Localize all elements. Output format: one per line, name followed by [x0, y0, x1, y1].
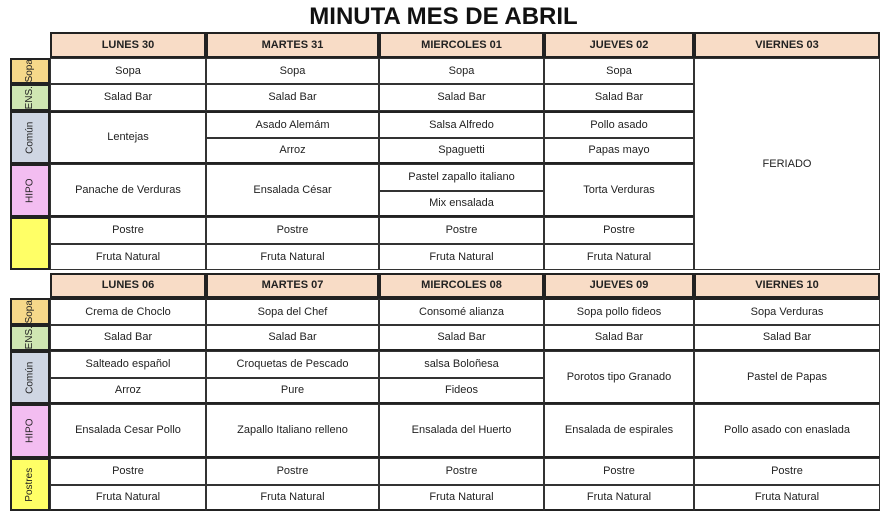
day-header: VIERNES 03 — [694, 32, 880, 58]
menu-cell: Panache de Verduras — [50, 164, 206, 217]
menu-cell: Fruta Natural — [50, 485, 206, 511]
menu-cell: Pastel zapallo italiano — [379, 164, 544, 191]
category-label-comun — [10, 351, 50, 404]
menu-cell: Fruta Natural — [544, 485, 694, 511]
category-label-ens — [10, 84, 50, 111]
menu-cell: Fruta Natural — [379, 485, 544, 511]
label-text: HIPO — [24, 178, 36, 203]
menu-cell: Pollo asado con enaslada — [694, 404, 880, 458]
menu-cell: Sopa pollo fideos — [544, 298, 694, 325]
day-header: JUEVES 09 — [544, 273, 694, 298]
label-text: Común — [24, 121, 36, 154]
day-header: MIERCOLES 08 — [379, 273, 544, 298]
menu-cell: Lentejas — [50, 111, 206, 164]
category-label-hipo — [10, 164, 50, 217]
menu-cell: Papas mayo — [544, 138, 694, 164]
label-text: HIPO — [24, 418, 36, 444]
holiday-cell: FERIADO — [694, 58, 880, 270]
menu-cell: Fruta Natural — [379, 244, 544, 270]
menu-cell: Croquetas de Pescado — [206, 351, 379, 378]
menu-cell: Ensalada de espirales — [544, 404, 694, 458]
day-header: MIERCOLES 01 — [379, 32, 544, 58]
menu-cell: Ensalada Cesar Pollo — [50, 404, 206, 458]
corner-blank — [10, 273, 50, 298]
menu-cell: Postre — [379, 458, 544, 485]
menu-cell: salsa Boloñesa — [379, 351, 544, 378]
week1-table — [10, 32, 880, 270]
week2-table — [10, 273, 880, 511]
menu-cell: Fruta Natural — [694, 485, 880, 511]
menu-cell: Sopa del Chef — [206, 298, 379, 325]
day-header: JUEVES 02 — [544, 32, 694, 58]
menu-cell: Sopa — [379, 58, 544, 84]
menu-cell: Postre — [206, 458, 379, 485]
menu-cell: Postre — [694, 458, 880, 485]
category-label-sopa — [10, 58, 50, 84]
menu-cell: Fideos — [379, 378, 544, 404]
menu-cell: Consomé alianza — [379, 298, 544, 325]
menu-cell: Sopa Verduras — [694, 298, 880, 325]
menu-cell: Pure — [206, 378, 379, 404]
menu-cell: Torta Verduras — [544, 164, 694, 217]
category-label-comun — [10, 111, 50, 164]
label-text: Común — [24, 361, 36, 394]
label-text: ENS. — [24, 85, 36, 110]
page-title: MINUTA MES DE ABRIL — [309, 3, 578, 30]
menu-cell: Mix ensalada — [379, 191, 544, 217]
menu-cell: Postre — [544, 458, 694, 485]
menu-cell: Postre — [544, 217, 694, 244]
menu-cell: Fruta Natural — [50, 244, 206, 270]
day-header: LUNES 06 — [50, 273, 206, 298]
menu-cell: Sopa — [206, 58, 379, 84]
day-header: MARTES 31 — [206, 32, 379, 58]
category-label-ens — [10, 325, 50, 351]
menu-cell: Salad Bar — [50, 325, 206, 351]
menu-cell: Crema de Choclo — [50, 298, 206, 325]
category-label-hipo — [10, 404, 50, 458]
menu-cell: Salad Bar — [206, 325, 379, 351]
category-label-postres — [10, 458, 50, 511]
menu-cell: Sopa — [544, 58, 694, 84]
menu-cell: Porotos tipo Granado — [544, 351, 694, 404]
category-label-postres — [10, 217, 50, 270]
menu-cell: Arroz — [50, 378, 206, 404]
menu-cell: Salsa Alfredo — [379, 111, 544, 138]
menu-cell: Postre — [50, 458, 206, 485]
menu-cell: Salad Bar — [206, 84, 379, 111]
category-label-sopa — [10, 298, 50, 325]
menu-cell: Postre — [379, 217, 544, 244]
menu-cell: Pollo asado — [544, 111, 694, 138]
corner-blank — [10, 32, 50, 58]
label-text: Sopa — [24, 59, 36, 83]
day-header: MARTES 07 — [206, 273, 379, 298]
menu-cell: Arroz — [206, 138, 379, 164]
menu-cell: Asado Alemám — [206, 111, 379, 138]
menu-cell: Fruta Natural — [544, 244, 694, 270]
menu-cell: Salad Bar — [379, 84, 544, 111]
menu-cell: Ensalada del Huerto — [379, 404, 544, 458]
menu-cell: Zapallo Italiano relleno — [206, 404, 379, 458]
menu-cell: Salteado español — [50, 351, 206, 378]
label-text: Sopa — [24, 299, 36, 324]
menu-cell: Pastel de Papas — [694, 351, 880, 404]
menu-cell: Ensalada César — [206, 164, 379, 217]
menu-cell: Sopa — [50, 58, 206, 84]
day-header: LUNES 30 — [50, 32, 206, 58]
menu-cell: Salad Bar — [544, 325, 694, 351]
label-text: ENS. — [24, 326, 36, 350]
day-header: VIERNES 10 — [694, 273, 880, 298]
menu-cell: Spaguetti — [379, 138, 544, 164]
menu-cell: Fruta Natural — [206, 485, 379, 511]
menu-cell: Salad Bar — [544, 84, 694, 111]
label-text: Postres — [24, 467, 36, 502]
menu-cell: Salad Bar — [694, 325, 880, 351]
menu-cell: Postre — [50, 217, 206, 244]
menu-cell: Salad Bar — [50, 84, 206, 111]
menu-cell: Salad Bar — [379, 325, 544, 351]
menu-cell: Postre — [206, 217, 379, 244]
menu-cell: Fruta Natural — [206, 244, 379, 270]
